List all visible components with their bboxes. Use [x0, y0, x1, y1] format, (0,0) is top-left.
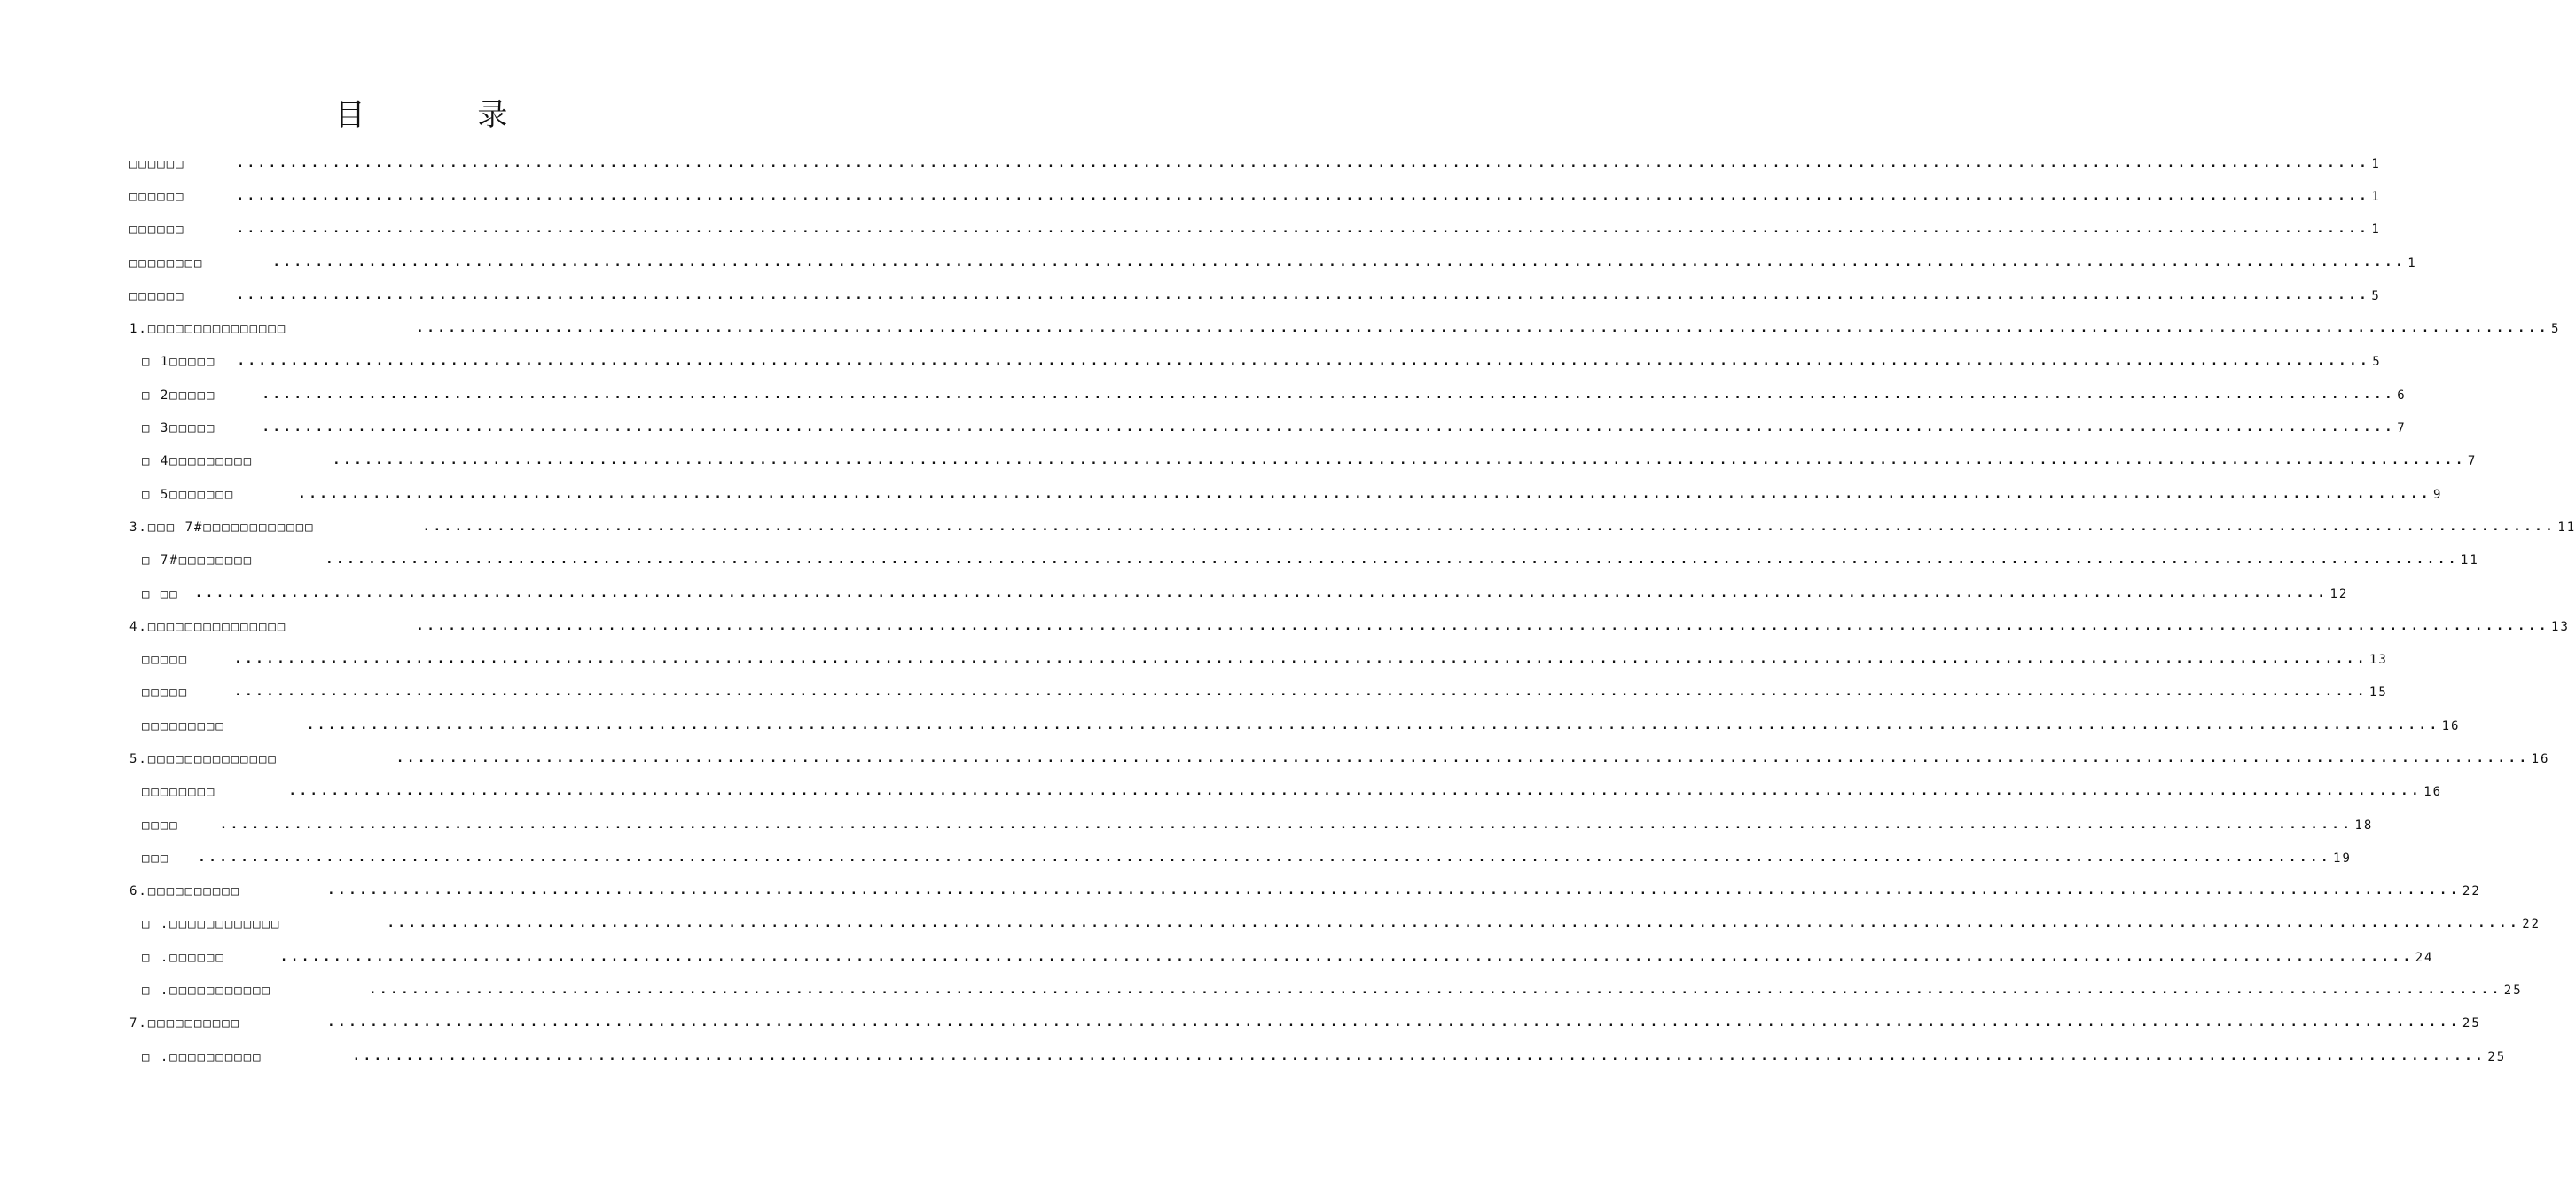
toc-dot-leader: ........................................................................................................................................................................................................ — [298, 486, 2432, 501]
toc-entry-page-number: 6 — [2397, 388, 2407, 403]
toc-entry[interactable] — [129, 974, 2523, 1007]
toc-entry-label: □ 7#□□□□□□□□ — [142, 553, 254, 569]
toc-dot-leader: ........................................................................................................................................................................................................ — [288, 784, 2423, 799]
toc-entry[interactable] — [129, 842, 2352, 874]
toc-entry[interactable] — [129, 545, 2479, 577]
toc-entry[interactable] — [129, 643, 2388, 676]
toc-entry[interactable] — [129, 214, 2381, 247]
toc-entry-page-number: 22 — [2522, 917, 2541, 932]
toc-entry[interactable] — [129, 941, 2434, 974]
toc-entry[interactable] — [129, 710, 2461, 742]
toc-dot-leader: ........................................................................................................................................................................................................ — [325, 553, 2459, 568]
toc-entry-page-number: 11 — [2460, 553, 2479, 569]
toc-entry-page-number: 15 — [2369, 686, 2388, 701]
table-of-contents — [129, 147, 2576, 1073]
toc-dot-leader: ........................................................................................................................................................................................................ — [306, 718, 2440, 733]
toc-entry-label: □□□□□ — [142, 686, 189, 701]
toc-dot-leader: ........................................................................................................................................................................................................ — [237, 354, 2371, 369]
toc-entry-label: □ .□□□□□□□□□□ — [142, 1049, 262, 1064]
toc-entry-page-number: 11 — [2557, 520, 2576, 535]
toc-entry-page-number: 22 — [2462, 884, 2481, 899]
toc-dot-leader: ........................................................................................................................................................................................................ — [236, 155, 2370, 170]
toc-entry[interactable] — [129, 908, 2541, 941]
toc-entry[interactable] — [129, 875, 2481, 908]
toc-entry[interactable] — [129, 776, 2443, 809]
toc-entry-label: □□□□□□ — [129, 223, 185, 238]
toc-entry-label: □ .□□□□□□ — [142, 950, 225, 965]
toc-entry[interactable] — [129, 511, 2576, 544]
toc-entry[interactable] — [129, 809, 2374, 842]
toc-entry-page-number: 13 — [2369, 653, 2388, 668]
toc-entry-page-number: 9 — [2433, 487, 2443, 502]
toc-entry-label: □ □□ — [142, 586, 179, 601]
toc-dot-leader: ........................................................................................................................................................................................................ — [236, 188, 2370, 203]
toc-dot-leader: ........................................................................................................................................................................................................ — [327, 1016, 2461, 1031]
toc-entry-label: □ 2□□□□□ — [142, 388, 216, 403]
toc-entry[interactable] — [129, 312, 2561, 345]
toc-entry-page-number: 1 — [2408, 255, 2417, 271]
toc-entry[interactable] — [129, 147, 2381, 180]
toc-entry-page-number: 16 — [2423, 785, 2443, 800]
toc-entry-page-number: 1 — [2371, 156, 2381, 171]
toc-entry-label: □ 5□□□□□□□ — [142, 487, 235, 502]
toc-entry[interactable] — [129, 279, 2381, 312]
toc-entry-page-number: 25 — [2503, 984, 2523, 999]
toc-entry-label: 1.□□□□□□□□□□□□□□□ — [129, 322, 287, 337]
toc-dot-leader: ........................................................................................................................................................................................................ — [327, 883, 2461, 898]
toc-entry-page-number: 12 — [2329, 586, 2349, 601]
toc-entry[interactable] — [129, 346, 2382, 379]
toc-dot-leader: ........................................................................................................................................................................................................ — [262, 387, 2396, 402]
toc-entry-label: □□□□ — [142, 818, 179, 833]
toc-dot-leader: ........................................................................................................................................................................................................ — [272, 255, 2407, 270]
toc-entry-page-number: 5 — [2371, 288, 2381, 303]
toc-entry[interactable] — [129, 180, 2381, 213]
toc-entry-label: □□□□□ — [142, 653, 189, 668]
toc-entry-label: □□□□□□ — [129, 288, 185, 303]
toc-entry[interactable] — [129, 610, 2570, 643]
toc-dot-leader: ........................................................................................................................................................................................................ — [198, 850, 2332, 865]
toc-entry-page-number: 16 — [2441, 718, 2461, 733]
toc-dot-leader: ........................................................................................................................................................................................................ — [219, 817, 2353, 832]
toc-entry-page-number: 5 — [2551, 322, 2561, 337]
toc-entry-label: 7.□□□□□□□□□□ — [129, 1016, 241, 1031]
toc-entry-page-number: 13 — [2551, 619, 2570, 634]
toc-entry-page-number: 25 — [2487, 1049, 2507, 1064]
toc-entry-label: □ 1□□□□□ — [142, 355, 216, 370]
toc-entry-label: □ .□□□□□□□□□□□□ — [142, 917, 281, 932]
toc-entry-label: 4.□□□□□□□□□□□□□□□ — [129, 619, 287, 634]
toc-entry-page-number: 1 — [2371, 223, 2381, 238]
toc-entry[interactable] — [129, 742, 2550, 775]
toc-entry-page-number: 19 — [2333, 851, 2352, 866]
toc-dot-leader: ........................................................................................................................................................................................................ — [352, 1048, 2486, 1063]
toc-entry-page-number: 16 — [2531, 751, 2550, 766]
toc-entry-page-number: 7 — [2397, 421, 2407, 436]
toc-entry[interactable] — [129, 445, 2478, 478]
toc-entry-page-number: 18 — [2354, 818, 2374, 833]
toc-dot-leader: ........................................................................................................................................................................................................ — [422, 519, 2556, 534]
toc-dot-leader: ........................................................................................................................................................................................................ — [236, 222, 2370, 237]
toc-entry-page-number: 24 — [2415, 950, 2434, 965]
toc-entry[interactable] — [129, 412, 2407, 444]
toc-dot-leader: ........................................................................................................................................................................................................ — [279, 949, 2414, 964]
toc-entry[interactable] — [129, 379, 2407, 412]
toc-dot-leader: ........................................................................................................................................................................................................ — [194, 585, 2329, 600]
toc-dot-leader: ........................................................................................................................................................................................................ — [387, 916, 2521, 931]
toc-entry-label: 6.□□□□□□□□□□ — [129, 884, 241, 899]
toc-entry-label: □ 4□□□□□□□□□ — [142, 454, 254, 469]
toc-entry-label: □□□□□□□□ — [129, 255, 204, 271]
toc-entry[interactable] — [129, 1040, 2507, 1073]
toc-entry-page-number: 1 — [2371, 189, 2381, 204]
toc-entry-page-number: 25 — [2462, 1016, 2481, 1031]
toc-entry-label: □□□ — [142, 851, 170, 866]
toc-entry-label: □ .□□□□□□□□□□□ — [142, 984, 272, 999]
toc-entry[interactable] — [129, 677, 2388, 710]
toc-entry-label: □ 3□□□□□ — [142, 421, 216, 436]
toc-entry-label: □□□□□□□□□ — [142, 718, 225, 733]
page-title: 目 录 — [334, 98, 560, 133]
toc-dot-leader: ........................................................................................................................................................................................................ — [236, 287, 2370, 302]
toc-dot-leader: ........................................................................................................................................................................................................ — [369, 983, 2502, 998]
toc-dot-leader: ........................................................................................................................................................................................................ — [234, 685, 2368, 700]
toc-entry[interactable] — [129, 1008, 2481, 1040]
toc-dot-leader: ........................................................................................................................................................................................................ — [416, 618, 2550, 633]
toc-entry[interactable] — [129, 247, 2417, 279]
toc-entry-label: 5.□□□□□□□□□□□□□□ — [129, 751, 278, 766]
toc-dot-leader: ........................................................................................................................................................................................................ — [395, 750, 2530, 765]
toc-dot-leader: ........................................................................................................................................................................................................ — [333, 453, 2466, 468]
toc-entry[interactable] — [129, 577, 2349, 610]
toc-entry-label: □□□□□□ — [129, 189, 185, 204]
toc-entry-page-number: 7 — [2467, 454, 2478, 469]
toc-entry-label: □□□□□□ — [129, 156, 185, 171]
toc-entry[interactable] — [129, 478, 2443, 511]
toc-entry-label: □□□□□□□□ — [142, 785, 216, 800]
toc-dot-leader: ........................................................................................................................................................................................................ — [416, 321, 2550, 336]
toc-dot-leader: ........................................................................................................................................................................................................ — [262, 420, 2396, 435]
toc-entry-label: 3.□□□ 7#□□□□□□□□□□□□ — [129, 520, 315, 535]
toc-dot-leader: ........................................................................................................................................................................................................ — [234, 652, 2368, 667]
toc-entry-page-number: 5 — [2372, 355, 2382, 370]
